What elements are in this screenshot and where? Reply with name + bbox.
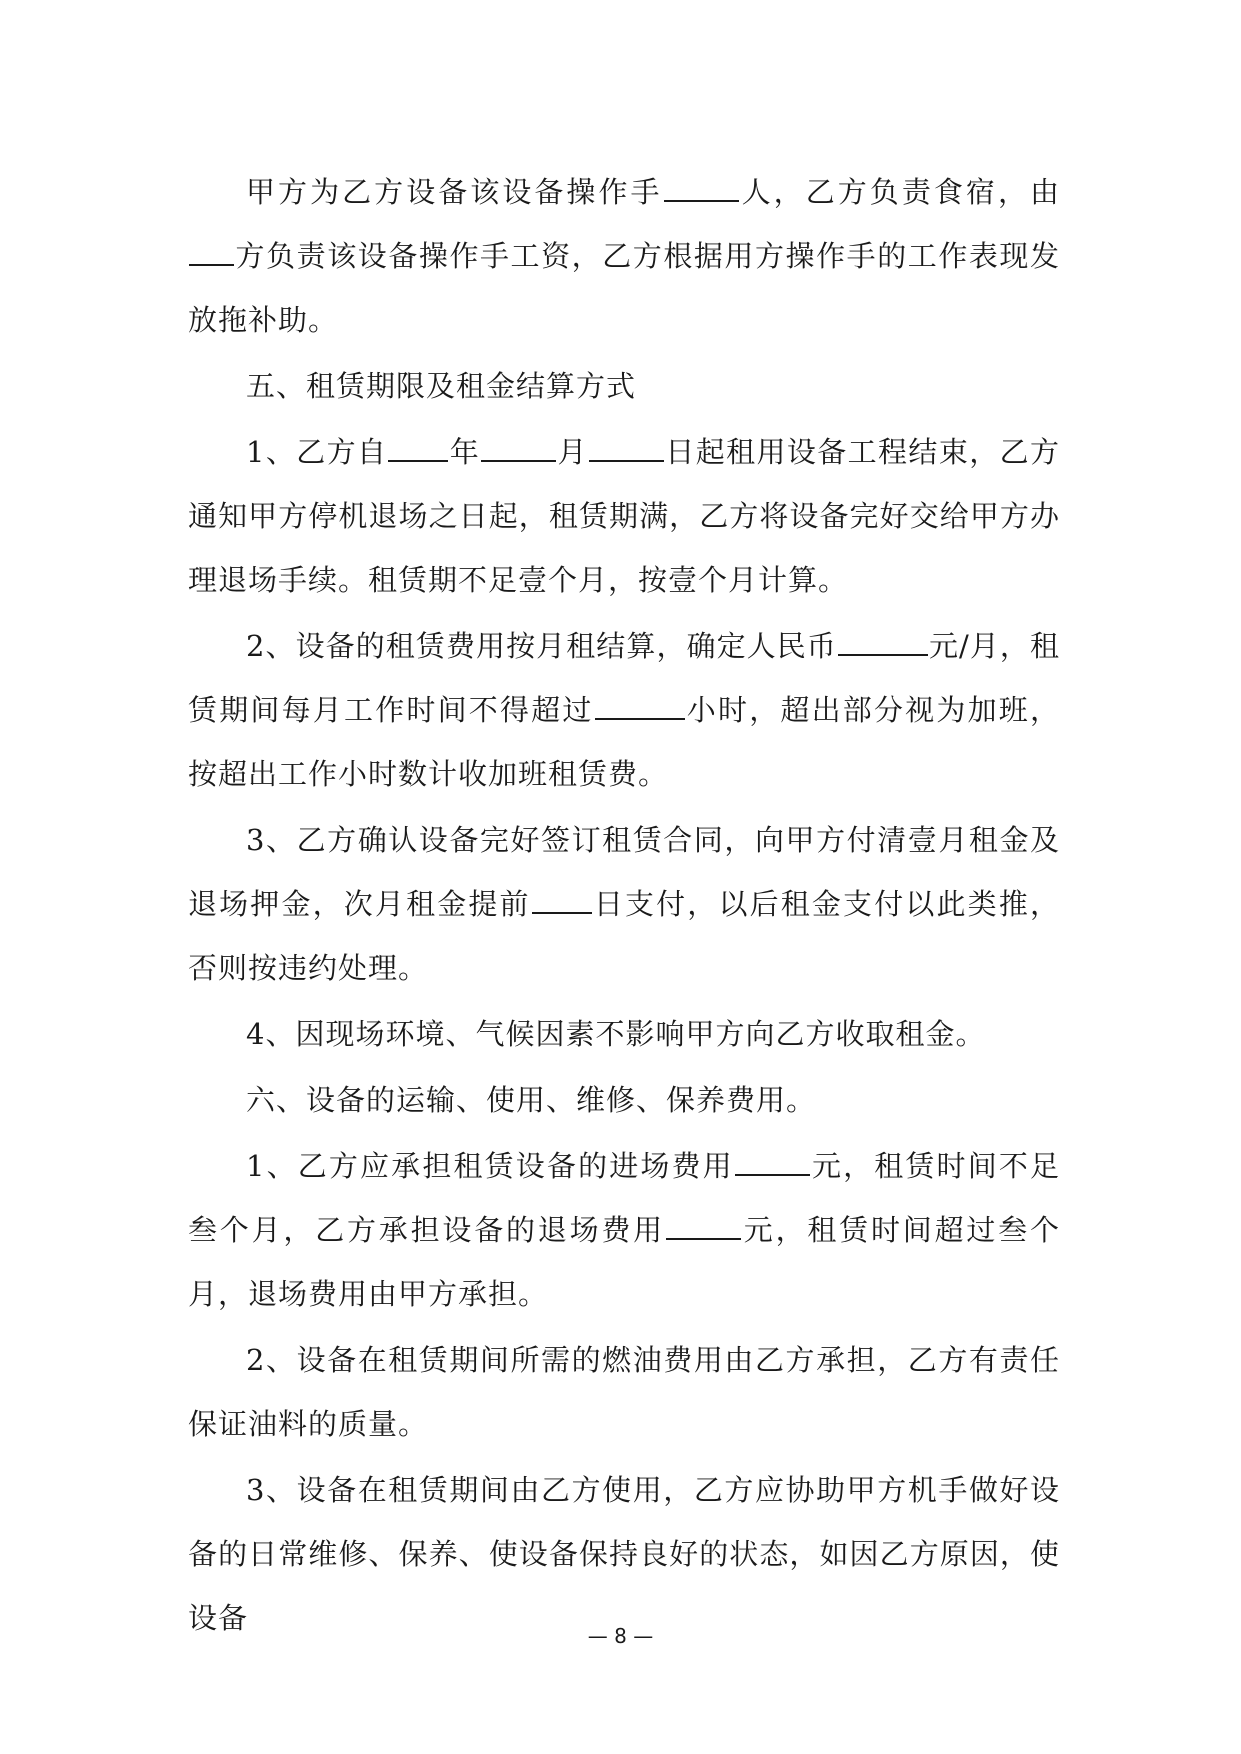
paragraph-text: 六、设备的运输、使用、维修、保养费用。 bbox=[246, 1083, 817, 1117]
paragraph bbox=[188, 160, 1060, 352]
paragraph-text: 日支付，以后租金支付以此类推，否则按违约处理。 bbox=[188, 887, 1060, 985]
paragraph-text: 1、乙方应承担租赁设备的进场费用 bbox=[246, 1149, 734, 1183]
fill-in-blank bbox=[838, 624, 928, 656]
paragraph-text: 方负责该设备操作手工资，乙方根据用方操作手的工作表现发放拖补助。 bbox=[188, 239, 1060, 337]
paragraph-text: 五、租赁期限及租金结算方式 bbox=[246, 369, 637, 403]
paragraph-text: 1、乙方自 bbox=[246, 435, 388, 469]
paragraph bbox=[188, 1328, 1060, 1456]
paragraph-text: 3、设备在租赁期间由乙方使用，乙方应协助甲方机手做好设备的日常维修、保养、使设备保持良好的状态，如因乙方原因，使设备 bbox=[188, 1473, 1060, 1635]
paragraph-text: 2、设备在租赁期间所需的燃油费用由乙方承担，乙方有责任保证油料的质量。 bbox=[188, 1343, 1060, 1441]
fill-in-blank bbox=[664, 170, 739, 202]
paragraph-text: 甲方为乙方设备该设备操作手 bbox=[246, 175, 663, 209]
paragraph bbox=[188, 1458, 1060, 1650]
page-number: — 8 — bbox=[587, 1624, 654, 1648]
paragraph bbox=[188, 420, 1060, 612]
fill-in-blank bbox=[481, 430, 556, 462]
fill-in-blank bbox=[388, 430, 448, 462]
paragraph bbox=[188, 614, 1060, 806]
paragraph-text: 元，租赁时间超过叁个月，退场费用由甲方承担。 bbox=[188, 1213, 1060, 1311]
paragraph bbox=[188, 1134, 1060, 1326]
document-body bbox=[188, 160, 1060, 1652]
fill-in-blank bbox=[666, 1208, 741, 1240]
paragraph-text: 人，乙方负责食宿，由 bbox=[739, 175, 1060, 209]
paragraph-text: 小时，超出部分视为加班，按超出工作小时数计收加班租赁费。 bbox=[188, 693, 1060, 791]
fill-in-blank bbox=[532, 882, 592, 914]
paragraph-text: 3、乙方确认设备完好签订租赁合同，向甲方付清壹月租金及退场押金，次月租金提前 bbox=[188, 823, 1060, 921]
fill-in-blank bbox=[595, 688, 685, 720]
paragraph bbox=[188, 1068, 1060, 1132]
paragraph-text: 元，租赁时间不足叁个月，乙方承担设备的退场费用 bbox=[188, 1149, 1060, 1247]
paragraph-text: 4、因现场环境、气候因素不影响甲方向乙方收取租金。 bbox=[246, 1017, 986, 1051]
fill-in-blank bbox=[189, 234, 234, 266]
paragraph-text: 2、设备的租赁费用按月租结算，确定人民币 bbox=[246, 629, 837, 663]
paragraph bbox=[188, 354, 1060, 418]
fill-in-blank bbox=[735, 1144, 810, 1176]
paragraph-text: 月 bbox=[557, 435, 588, 469]
paragraph-text: 年 bbox=[449, 435, 481, 469]
paragraph bbox=[188, 1002, 1060, 1066]
paragraph bbox=[188, 808, 1060, 1000]
paragraph-text: 日起租用设备工程结束，乙方通知甲方停机退场之日起，租赁期满，乙方将设备完好交给甲方办理退场手续。租赁期不足壹个月，按壹个月计算。 bbox=[188, 435, 1060, 597]
paragraph-text: 元/月，租赁期间每月工作时间不得超过 bbox=[188, 629, 1060, 727]
fill-in-blank bbox=[589, 430, 664, 462]
